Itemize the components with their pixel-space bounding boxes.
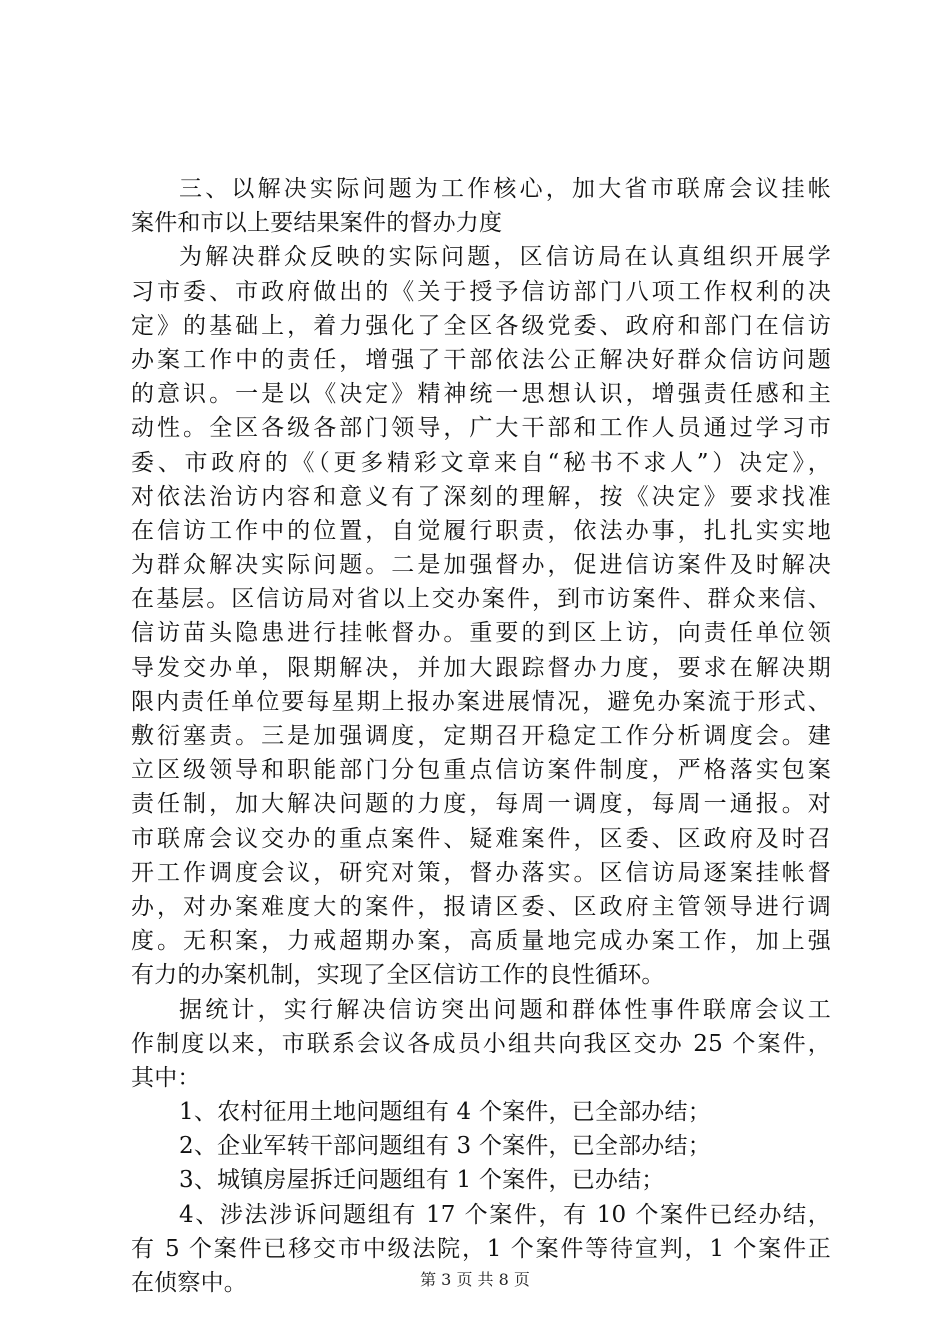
paragraph-line: 在信访工作中的位置，自觉履行职责，依法办事，扎扎实实地: [131, 517, 831, 544]
paragraph-line: 市联席会议交办的重点案件、疑难案件，区委、区政府及时召: [131, 825, 831, 852]
list-item: 1、农村征用土地问题组有 4 个案件，已全部办结；: [179, 1099, 711, 1126]
paragraph-line: 导发交办单，限期解决，并加大跟踪督办力度，要求在解决期: [131, 654, 831, 681]
paragraph-line: 有力的办案机制，实现了全区信访工作的良性循环。: [131, 962, 665, 989]
paragraph-line: 信访苗头隐患进行挂帐督办。重要的到区上访，向责任单位领: [131, 620, 831, 647]
paragraph-line: 动性。全区各级各部门领导，广大干部和工作人员通过学习市: [131, 415, 831, 442]
paragraph-line: 委、市政府的《（更多精彩文章来自“秘书不求人”）决定》，: [131, 449, 831, 476]
page-number-footer: 第 3 页 共 8 页: [420, 1270, 530, 1289]
paragraph-line: 习市委、市政府做出的《关于授予信访部门八项工作权利的决: [131, 278, 831, 305]
statistics-paragraph-line: 其中：: [131, 1064, 201, 1091]
list-item: 2、企业军转干部问题组有 3 个案件，已全部办结；: [179, 1133, 711, 1160]
paragraph-line: 为解决群众反映的实际问题，区信访局在认真组织开展学: [179, 244, 831, 271]
paragraph-line: 限内责任单位要每星期上报办案进展情况，避免办案流于形式、: [131, 688, 831, 715]
paragraph-line: 的意识。一是以《决定》精神统一思想认识，增强责任感和主: [131, 381, 831, 408]
paragraph-line: 责任制，加大解决问题的力度，每周一调度，每周一通报。对: [131, 791, 831, 818]
paragraph-line: 开工作调度会议，研究对策，督办落实。区信访局逐案挂帐督: [131, 859, 831, 886]
paragraph-line: 敷衍塞责。三是加强调度，定期召开稳定工作分析调度会。建: [131, 723, 831, 749]
list-item: 4、涉法涉诉问题组有 17 个案件，有 10 个案件已经办结，: [179, 1201, 831, 1228]
paragraph-line: 在基层。区信访局对省以上交办案件，到市访案件、群众来信、: [131, 586, 831, 613]
paragraph-line: 为群众解决实际问题。二是加强督办，促进信访案件及时解决: [131, 552, 831, 579]
section-heading-line-2: 案件和市以上要结果案件的督办力度: [131, 210, 503, 237]
statistics-paragraph-line: 作制度以来，市联系会议各成员小组共向我区交办 25 个案件，: [131, 1030, 831, 1057]
section-heading-line-1: 三、以解决实际问题为工作核心，加大省市联席会议挂帐: [179, 176, 831, 202]
list-item: 3、城镇房屋拆迁问题组有 1 个案件，已办结；: [179, 1167, 665, 1194]
list-item-continuation: 有 5 个案件已移交市中级法院，1 个案件等待宣判，1 个案件正: [131, 1235, 831, 1262]
paragraph-line: 对依法治访内容和意义有了深刻的理解，按《决定》要求找准: [131, 483, 831, 510]
paragraph-line: 定》的基础上，着力强化了全区各级党委、政府和部门在信访: [131, 312, 831, 339]
paragraph-line: 办，对办案难度大的案件，报请区委、区政府主管领导进行调: [131, 893, 831, 920]
paragraph-line: 度。无积案，力戒超期办案，高质量地完成办案工作，加上强: [131, 928, 831, 955]
paragraph-line: 立区级领导和职能部门分包重点信访案件制度，严格落实包案: [131, 757, 831, 784]
document-body: [131, 172, 831, 1300]
paragraph-line: 办案工作中的责任，增强了干部依法公正解决好群众信访问题: [131, 346, 831, 373]
list-item-continuation: 在侦察中。: [131, 1270, 247, 1296]
statistics-paragraph-line: 据统计，实行解决信访突出问题和群体性事件联席会议工: [179, 996, 831, 1023]
